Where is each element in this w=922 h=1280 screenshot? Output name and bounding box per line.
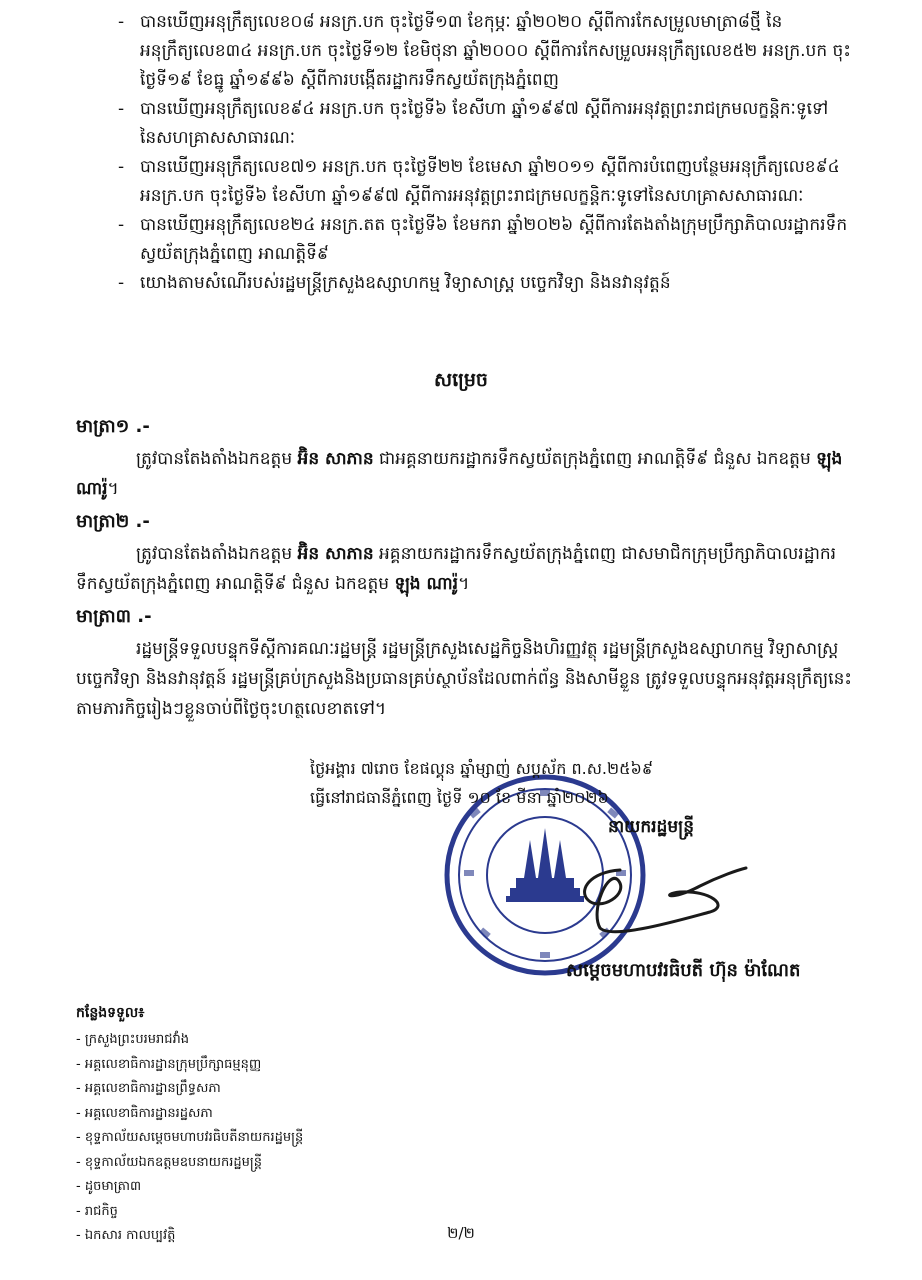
recipient-item: - ខុទ្ទកាល័យឯកឧត្តមឧបនាយករដ្ឋមន្ត្រី bbox=[76, 1154, 262, 1170]
recipient-item: - ដូចមាត្រា៣ bbox=[76, 1179, 142, 1194]
predecessor-name: ឡុង ណារ៉ូ bbox=[394, 574, 459, 594]
reference-list bbox=[118, 8, 858, 298]
recipients-title: កន្លែងទទួល៖ bbox=[76, 1005, 145, 1021]
article-3-body: រដ្ឋមន្ត្រីទទួលបន្ទុកទីស្តីការគណៈរដ្ឋមន្ត្រី រដ្ឋមន្ត្រីក្រសួងសេដ្ឋកិច្ចនិងហិរញ្ញវត្ថុ រដ្ឋមន្ត្រីក្រសួងឧស្សាហកម្ម វិទ្យាសាស្ត្រ បច្ចេកវិទ្យា និងនវានុវត្តន៍ រដ្ឋមន្ត្រីគ្រប់ក្រសួងនិងប្រធានគ្រប់ស្ថាប័នដែលពាក់ព័ន្ធ និងសាមីខ្លួន ត្រូវទទួលបន្ទុកអនុវត្តអនុក្រឹត្យនេះ តាមភារកិច្ចរៀងៗខ្លួនចាប់ពីថ្ងៃចុះហត្ថលេខាតទៅ។ bbox=[76, 639, 852, 719]
recipient-item: - ក្រសួងព្រះបរមរាជវាំង bbox=[76, 1032, 190, 1047]
signatory-title: នាយករដ្ឋមន្ត្រី bbox=[608, 817, 694, 837]
solar-date: ធ្វើនៅរាជធានីភ្នំពេញ ថ្ងៃទី ១០ ខែ មីនា ឆ្នាំ២០២៦ bbox=[310, 788, 609, 807]
recipient-item: - អគ្គលេខាធិការដ្ឋានព្រឹទ្ធសភា bbox=[76, 1081, 221, 1096]
recipient-item: - អគ្គលេខាធិការដ្ឋានក្រុមប្រឹក្សាធម្មនុញ្ញ bbox=[76, 1056, 262, 1072]
predecessor-name: ឡុង ណារ៉ូ bbox=[76, 449, 843, 499]
appointee-name: អ៊ិន សាភាន bbox=[297, 449, 374, 469]
signatory-name: សម្តេចមហាបវរធិបតី ហ៊ុន ម៉ាណែត bbox=[566, 960, 801, 981]
reference-item: - បានឃើញអនុក្រឹត្យលេខ៧១ អនក្រ.បក ចុះថ្ងៃទី២២ ខែមេសា ឆ្នាំ២០១១ ស្តីពីការបំពេញបន្ថែមអនុក្រឹត្យលេខ៩៤ អនក្រ.បក ចុះថ្ងៃទី៦ ខែសីហា ឆ្នាំ១៩៩៧ ស្តីពីការអនុវត្តព្រះរាជក្រមលក្ខន្តិកៈទូទៅនៃសហគ្រាសសាធារណៈ bbox=[118, 153, 858, 211]
reference-item: - បានឃើញអនុក្រឹត្យលេខ២៤ អនក្រ.តត ចុះថ្ងៃទី៦ ខែមករា ឆ្នាំ២០២៦ ស្តីពីការតែងតាំងក្រុមប្រឹក្សាភិបាលរដ្ឋាករទឹកស្វយ័តក្រុងភ្នំពេញ អាណត្តិទី៩ bbox=[118, 211, 858, 269]
article-2-body: ត្រូវបានតែងតាំងឯកឧត្តម អ៊ិន សាភាន អគ្គនាយករដ្ឋាករទឹកស្វយ័តក្រុងភ្នំពេញ ជាសមាជិកក្រុមប្រឹក្សាភិបាលរដ្ឋាករទឹកស្វយ័តក្រុងភ្នំពេញ អាណត្តិទី៩ ជំនួស ឯកឧត្តម ឡុង ណារ៉ូ។ bbox=[76, 544, 837, 594]
reference-text: បានឃើញអនុក្រឹត្យលេខ៧១ អនក្រ.បក ចុះថ្ងៃទី២២ ខែមេសា ឆ្នាំ២០១១ ស្តីពីការបំពេញបន្ថែមអនុក្រឹត្យលេខ៩៤ អនក្រ.បក ចុះថ្ងៃទី៦ ខែសីហា ឆ្នាំ១៩៩៧ ស្តីពីការអនុវត្តព្រះរាជក្រមលក្ខន្តិកៈទូទៅនៃសហគ្រាសសាធារណៈ bbox=[140, 157, 840, 206]
article-3-heading: មាត្រា៣ .- bbox=[76, 606, 152, 627]
recipient-item: - ឯកសារ កាលប្បវត្តិ bbox=[76, 1228, 176, 1243]
reference-text: បានឃើញអនុក្រឹត្យលេខ៩៤ អនក្រ.បក ចុះថ្ងៃទី៦ ខែសីហា ឆ្នាំ១៩៩៧ ស្តីពីការអនុវត្តព្រះរាជក្រមលក្ខន្តិកៈទូទៅនៃសហគ្រាសសាធារណៈ bbox=[140, 99, 829, 148]
reference-text: បានឃើញអនុក្រឹត្យលេខ២៤ អនក្រ.តត ចុះថ្ងៃទី៦ ខែមករា ឆ្នាំ២០២៦ ស្តីពីការតែងតាំងក្រុមប្រឹក្សាភិបាលរដ្ឋាករទឹកស្វយ័តក្រុងភ្នំពេញ អាណត្តិទី៩ bbox=[140, 215, 848, 264]
article-1-heading: មាត្រា១ .- bbox=[76, 416, 150, 437]
recipient-item: - អគ្គលេខាធិការដ្ឋានរដ្ឋសភា bbox=[76, 1105, 213, 1121]
article-1-body: ត្រូវបានតែងតាំងឯកឧត្តម អ៊ិន សាភាន ជាអគ្គនាយករដ្ឋាករទឹកស្វយ័តក្រុងភ្នំពេញ អាណត្តិទី៩ ជំនួស ឯកឧត្តម ឡុង ណារ៉ូ។ bbox=[76, 449, 843, 499]
recipient-item: - ខុទ្ទកាល័យសម្តេចមហាបវរធិបតីនាយករដ្ឋមន្ត្រី bbox=[76, 1130, 304, 1145]
reference-item: - បានឃើញអនុក្រឹត្យលេខ៩៤ អនក្រ.បក ចុះថ្ងៃទី៦ ខែសីហា ឆ្នាំ១៩៩៧ ស្តីពីការអនុវត្តព្រះរាជក្រមលក្ខន្តិកៈទូទៅនៃសហគ្រាសសាធារណៈ bbox=[118, 95, 858, 153]
reference-text: បានឃើញអនុក្រឹត្យលេខ០៨ អនក្រ.បក ចុះថ្ងៃទី១៣ ខែកុម្ភៈ ឆ្នាំ២០២០ ស្តីពីការកែសម្រួលមាត្រា៨ថ្មី នៃអនុក្រឹត្យលេខ៣៤ អនក្រ.បក ចុះថ្ងៃទី១២ ខែមិថុនា ឆ្នាំ២០០០ ស្តីពីការកែសម្រួលអនុក្រឹត្យលេខ៥២ អនក្រ.បក ចុះថ្ងៃទី១៩ ខែធ្នូ ឆ្នាំ១៩៩៦ ស្តីពីការបង្កើតរដ្ឋាករទឹកស្វយ័តក្រុងភ្នំពេញ bbox=[140, 12, 851, 90]
signature-icon bbox=[560, 850, 750, 940]
page-number: ២/២ bbox=[447, 1224, 475, 1242]
recipient-item: - រាជកិច្ច bbox=[76, 1203, 118, 1219]
reference-text: យោងតាមសំណើរបស់រដ្ឋមន្ត្រីក្រសួងឧស្សាហកម្ម វិទ្យាសាស្ត្រ បច្ចេកវិទ្យា និងនវានុវត្តន៍ bbox=[140, 273, 671, 293]
appointee-name: អ៊ិន សាភាន bbox=[297, 544, 374, 564]
lunar-date: ថ្ងៃអង្គារ ៧រោច ខែផល្គុន ឆ្នាំម្សាញ់ សប្តស័ក ព.ស.២៥៦៩ bbox=[310, 759, 654, 778]
recipients-list bbox=[76, 1003, 303, 1249]
decision-title: សម្រេច bbox=[434, 369, 488, 391]
reference-item: - យោងតាមសំណើរបស់រដ្ឋមន្ត្រីក្រសួងឧស្សាហកម្ម វិទ្យាសាស្ត្រ បច្ចេកវិទ្យា និងនវានុវត្តន៍ bbox=[118, 269, 858, 298]
article-2-heading: មាត្រា២ .- bbox=[76, 511, 150, 532]
reference-item: - បានឃើញអនុក្រឹត្យលេខ០៨ អនក្រ.បក ចុះថ្ងៃទី១៣ ខែកុម្ភៈ ឆ្នាំ២០២០ ស្តីពីការកែសម្រួលមាត្រា៨ថ្មី នៃអនុក្រឹត្យលេខ៣៤ អនក្រ.បក ចុះថ្ងៃទី១២ ខែមិថុនា ឆ្នាំ២០០០ ស្តីពីការកែសម្រួលអនុក្រឹត្យលេខ៥២ អនក្រ.បក ចុះថ្ងៃទី១៩ ខែធ្នូ ឆ្នាំ១៩៩៦ ស្តីពីការបង្កើតរដ្ឋាករទឹកស្វយ័តក្រុងភ្នំពេញ bbox=[118, 8, 858, 95]
